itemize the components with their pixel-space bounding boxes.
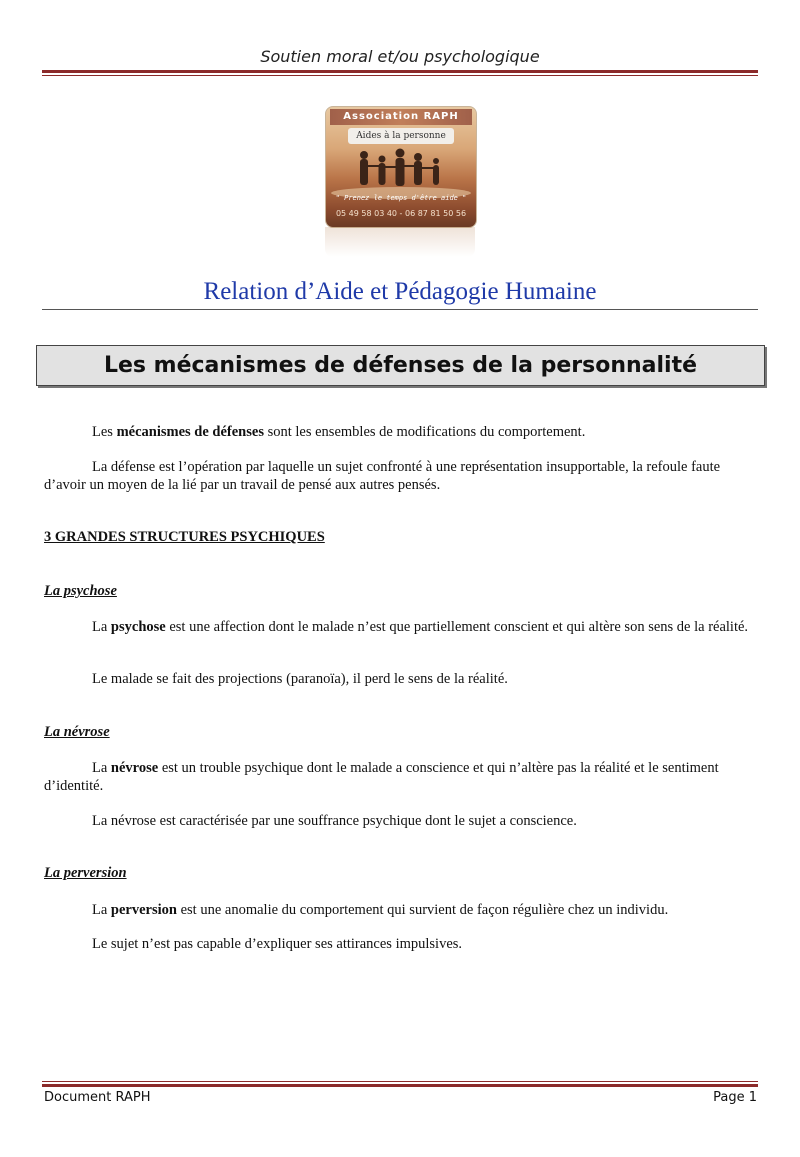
text: La — [92, 619, 111, 635]
text: est une anomalie du comportement qui survient de façon régulière chez un individu. — [176, 902, 669, 918]
footer-document: Document RAPH — [44, 1090, 151, 1105]
perversion-paragraph-2: Le sujet n’est pas capable d’expliquer ses attirances impulsives. — [92, 936, 463, 952]
logo-reflection — [325, 227, 475, 257]
text: La — [92, 902, 111, 918]
bold-term: névrose — [110, 760, 159, 776]
text: sont les ensembles de modifications du comportement. — [263, 424, 586, 440]
nevrose-paragraph-1 — [44, 759, 760, 795]
title-rule — [42, 309, 758, 310]
main-title: Les mécanismes de défenses de la personnalité — [103, 353, 698, 378]
section-heading-text: 3 GRANDES STRUCTURES PSYCHIQUES — [44, 529, 325, 545]
perversion-paragraph-1 — [44, 901, 760, 919]
association-logo — [325, 106, 477, 228]
section-heading — [44, 528, 760, 546]
text: Les — [92, 424, 117, 440]
header-rule — [42, 70, 758, 76]
nevrose-paragraph-2: La névrose est caractérisée par une souffrance psychique dont le sujet a conscience. — [92, 813, 577, 829]
logo-banner: Association RAPH — [330, 109, 472, 125]
main-title-box — [36, 345, 765, 386]
association-title: Relation d’Aide et Pédagogie Humaine — [203, 278, 597, 305]
intro-paragraph-1 — [44, 423, 760, 441]
nevrose-heading — [44, 723, 760, 741]
family-silhouette-icon — [326, 141, 476, 201]
perversion-heading — [44, 864, 760, 882]
header-title: Soutien moral et/ou psychologique — [260, 47, 540, 66]
bold-term: mécanismes de défenses — [116, 424, 264, 440]
footer-rule — [42, 1081, 758, 1087]
psychose-heading — [44, 582, 760, 600]
subheading-text: La psychose — [44, 583, 117, 599]
footer-page-number: Page 1 — [713, 1090, 757, 1105]
logo-phones: 05 49 58 03 40 - 06 87 81 50 56 — [335, 209, 467, 218]
text: est une affection dont le malade n’est que partiellement conscient et qui altère son sens de la réalité. — [165, 619, 749, 635]
psychose-paragraph-2: Le malade se fait des projections (paranoïa), il perd le sens de la réalité. — [92, 671, 508, 687]
logo-subtitle: Aides à la personne — [348, 128, 454, 144]
text: est un trouble psychique dont le malade a conscience et qui n’altère pas la réalité et le sentiment d’identité. — [44, 760, 719, 794]
bold-term: perversion — [110, 902, 177, 918]
psychose-paragraph-1 — [44, 618, 760, 636]
subheading-text: La perversion — [44, 865, 127, 881]
text: La — [92, 760, 111, 776]
bold-term: psychose — [110, 619, 166, 635]
intro-paragraph-2: La défense est l’opération par laquelle un sujet confronté à une représentation insupportable, la refoule faute d’avoir un moyen de la lié par un travail de pensé aux autres pensés. — [44, 459, 721, 493]
logo-tagline: " Prenez le temps d'être aide " — [335, 194, 467, 202]
subheading-text: La névrose — [44, 724, 110, 740]
